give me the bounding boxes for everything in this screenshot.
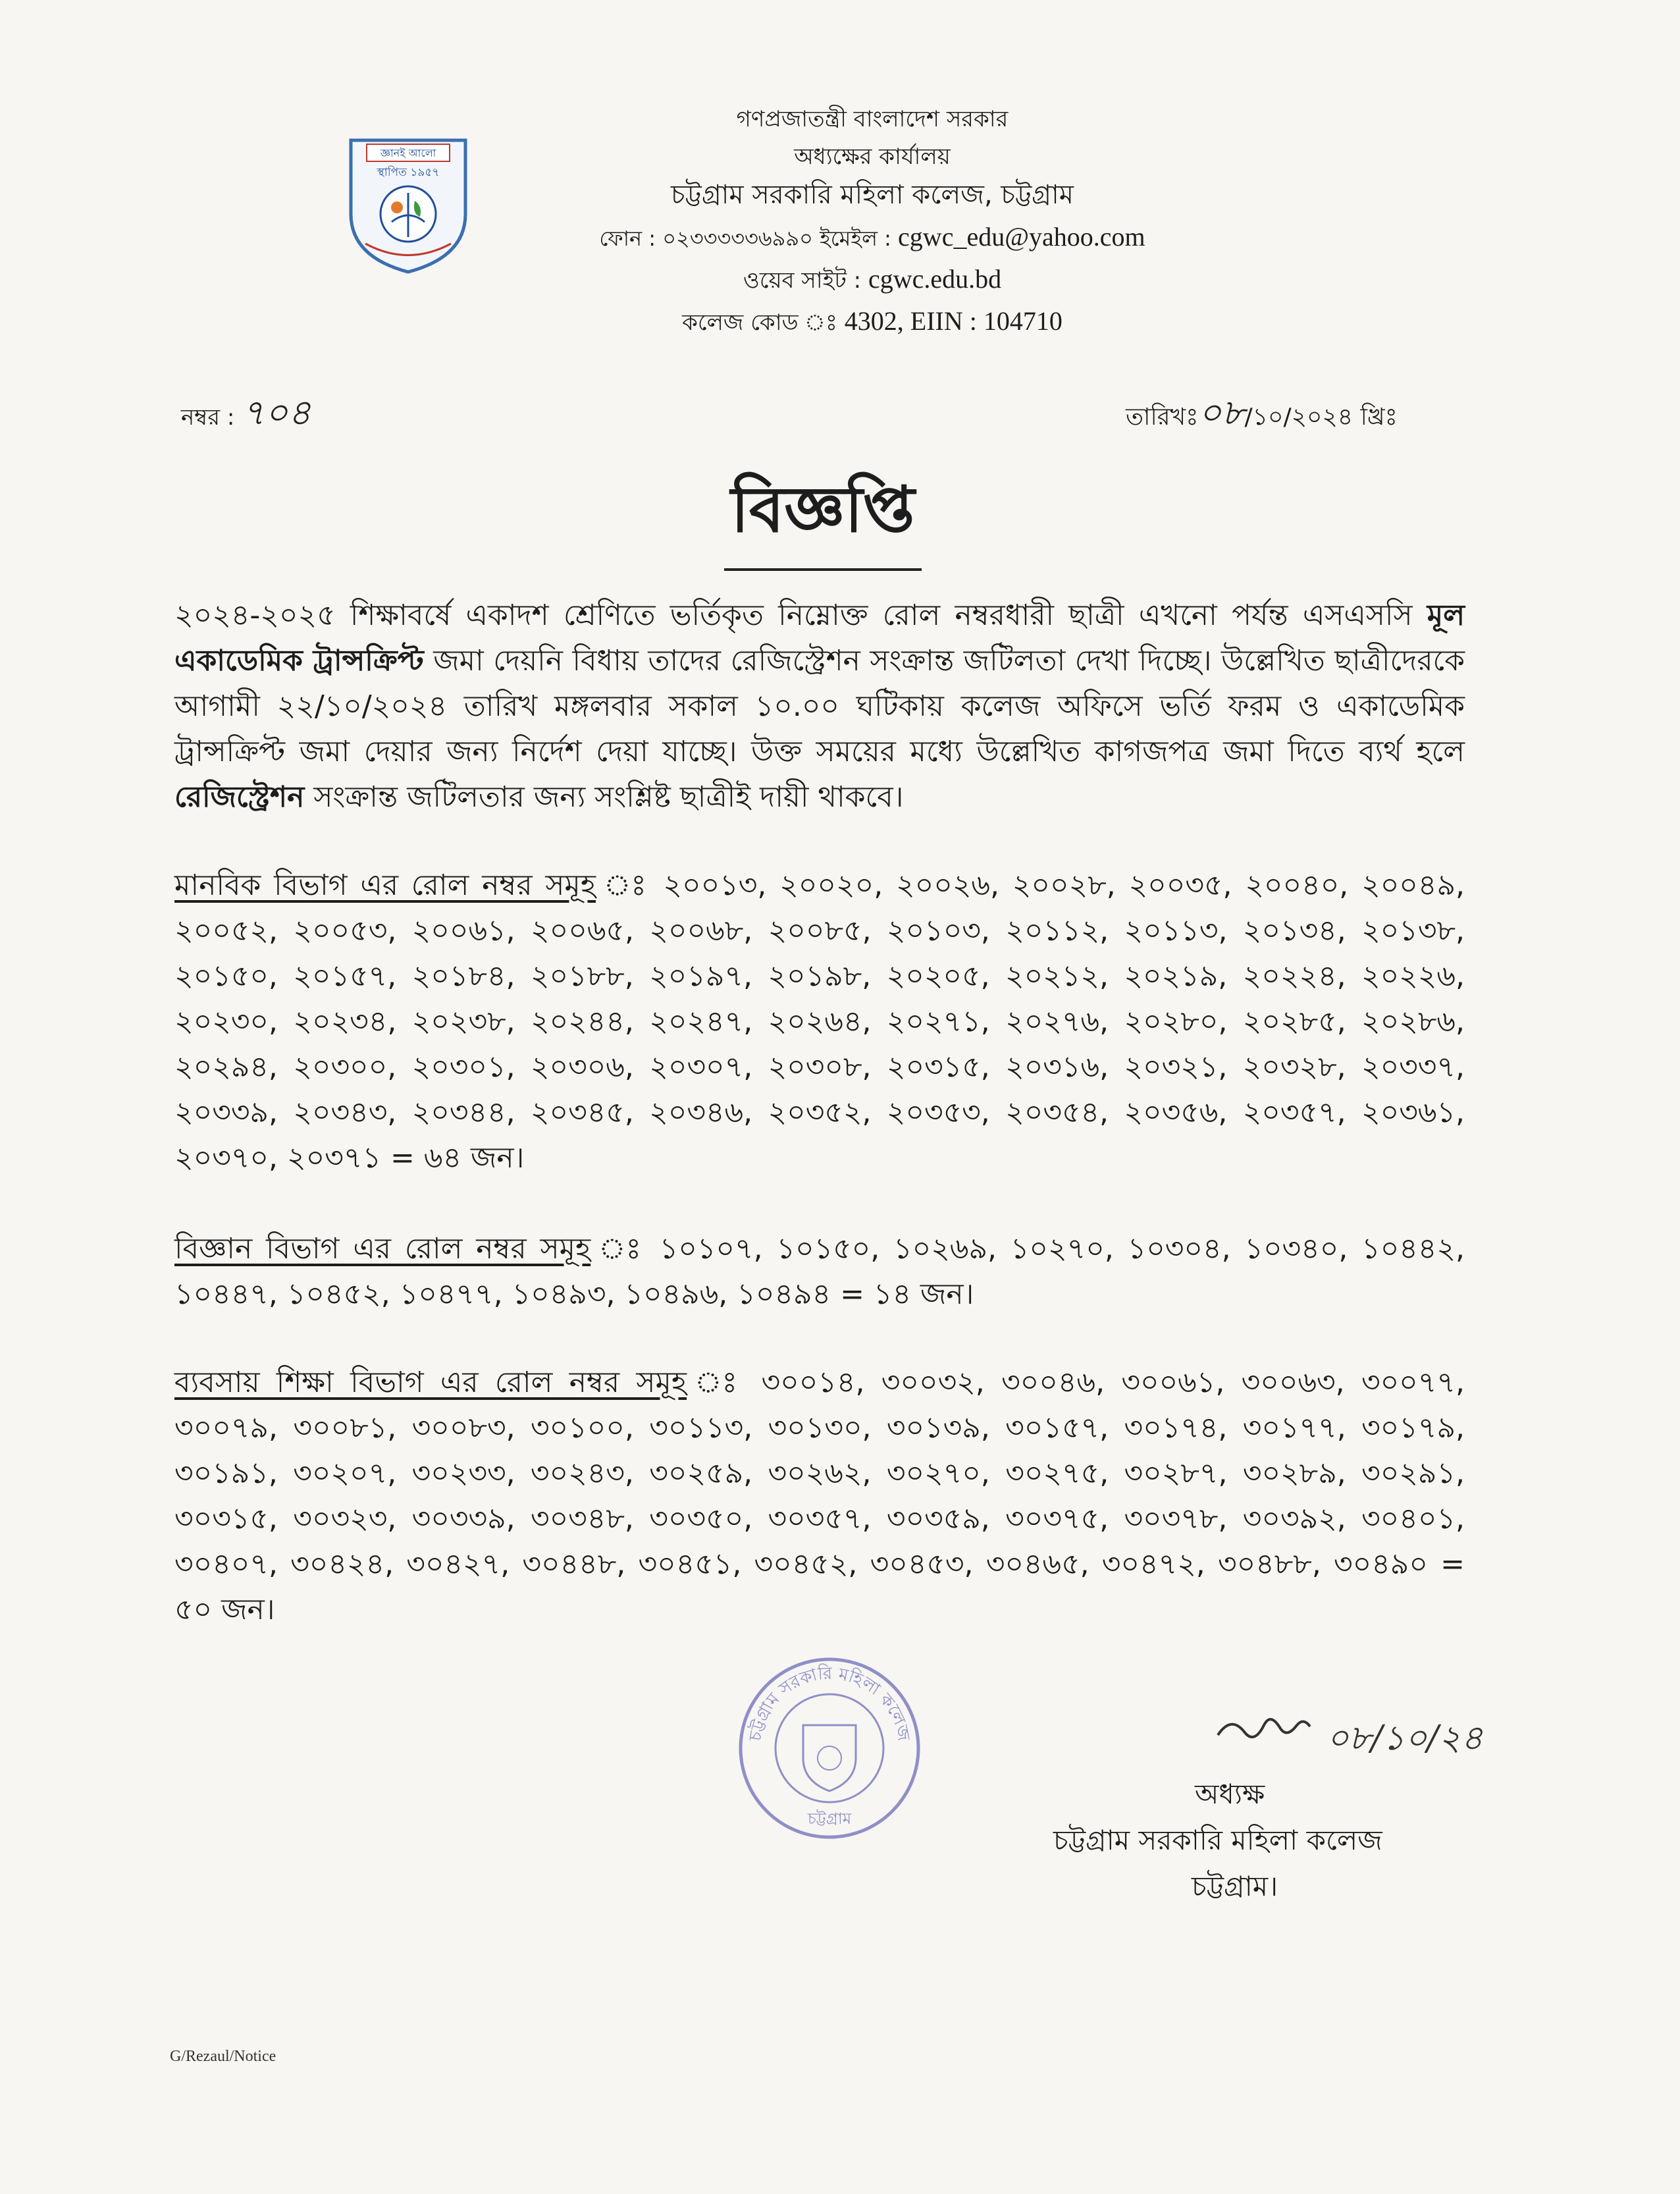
memo-date-rest: /১০/২০২৪ খ্রিঃ (1244, 404, 1398, 431)
memo-number-label: নম্বর : (181, 404, 235, 431)
file-reference: G/Rezaul/Notice (170, 2048, 276, 2065)
website-line (500, 263, 1244, 296)
body-text-2: জমা দেয়নি বিধায় তাদের রেজিস্ট্রেশন সংক্রান্ত জটিলতা দেখা দিচ্ছে। উল্লেখিত ছাত্রীদেরকে আগামী ২২/১০/২০২৪ তারিখ মঙ্গলবার সকাল ১০.০০ ঘটিকায় কলেজ অফিসে ভর্তি ফরম ও একাডেমিক ট্রান্সক্রিপ্ট জমা দেয়ার জন্য নির্দেশ দেয়া যাচ্ছে। উক্ত সময়ের মধ্যে উল্লেখিত কাগজপত্র জমা দিতে ব্যর্থ হলে (174, 644, 1465, 768)
business-heading: ব্যবসায় শিক্ষা বিভাগ এর রোল নম্বর সমূহ (174, 1366, 687, 1399)
contact-line (500, 221, 1244, 254)
government-name: গণপ্রজাতন্ত্রী বাংলাদেশ সরকার (736, 106, 1009, 132)
code-label: কলেজ কোড ঃ (682, 309, 837, 336)
memo-date-day: ০৮ (1198, 392, 1245, 433)
memo-row (0, 379, 1680, 431)
letterhead (500, 105, 1244, 338)
body-bold-registration: রেজিস্ট্রেশন (174, 780, 305, 814)
notice-title: বিজ্ঞপ্তি (724, 461, 922, 571)
college-name: চট্টগ্রাম সরকারি মহিলা কলেজ, চট্টগ্রাম (671, 180, 1074, 210)
science-section: বিজ্ঞান বিভাগ এর রোল নম্বর সমূহ ঃ ১০১০৭, ১০১৫০, ১০২৬৯, ১০২৭০, ১০৩০৪, ১০৩৪০, ১০৪৪২, ১০৪৪৭, ১০৪৫২, ১০৪৭৭, ১০৪৯৩, ১০৪৯৬, ১০৪৯৪ = ১৪ জন। (174, 1232, 1465, 1311)
logo-established-text: স্থাপিত ১৯৫৭ (377, 166, 440, 179)
science-rolls: ১০১০৭, ১০১৫০, ১০২৬৯, ১০২৭০, ১০৩০৪, ১০৩৪০, ১০৪৪২, ১০৪৪৭, ১০৪৫২, ১০৪৭৭, ১০৪৯৩, ১০৪৯৬, ১০৪৯৪ = ১৪ জন। (174, 1232, 1465, 1311)
body-text-1: ২০২৪-২০২৫ শিক্ষাবর্ষে একাদশ শ্রেণিতে ভর্তিকৃত নিম্নোক্ত রোল নম্বরধারী ছাত্রী এখনো পর্যন্ত এসএসসি (174, 599, 1413, 632)
official-seal (734, 1653, 925, 1844)
signatory-city: চট্টগ্রাম। (1192, 1870, 1278, 1902)
seal-bottom-text: চট্টগ্রাম (807, 1809, 852, 1828)
humanities-rolls: ২০০১৩, ২০০২০, ২০০২৬, ২০০২৮, ২০০৩৫, ২০০৪০, ২০০৪৯, ২০০৫২, ২০০৫৩, ২০০৬১, ২০০৬৫, ২০০৬৮, ২০০৮৫, ২০১০৩, ২০১১২, ২০১১৩, ২০১৩৪, ২০১৩৮, ২০১৫০, ২০১৫৭, ২০১৮৪, ২০১৮৮, ২০১৯৭, ২০১৯৮, ২০২০৫, ২০২১২, ২০২১৯, ২০২২৪, ২০২২৬, ২০২৩০, ২০২৩৪, ২০২৩৮, ২০২৪৪, ২০২৪৭, ২০২৬৪, ২০২৭১, ২০২৭৬, ২০২৮০, ২০২৮৫, ২০২৮৬, ২০২৯৪, ২০৩০০, ২০৩০১, ২০৩০৬, ২০৩০৭, ২০৩০৮, ২০৩১৫, ২০৩১৬, ২০৩২১, ২০৩২৮, ২০৩৩৭, ২০৩৩৯, ২০৩৪৩, ২০৩৪৪, ২০৩৪৫, ২০৩৪৬, ২০৩৫২, ২০৩৫৩, ২০৩৫৪, ২০৩৫৬, ২০৩৫৭, ২০৩৬১, ২০৩৭০, ২০৩৭১ = ৬৪ জন। (174, 869, 1465, 1175)
memo-date-label: তারিখঃ (1126, 404, 1199, 431)
science-heading: বিজ্ঞান বিভাগ এর রোল নম্বর সমূহ (174, 1232, 591, 1266)
memo-date (1126, 385, 1398, 444)
business-rolls: ৩০০১৪, ৩০০৩২, ৩০০৪৬, ৩০০৬১, ৩০০৬৩, ৩০০৭৭, ৩০০৭৯, ৩০০৮১, ৩০০৮৩, ৩০১০০, ৩০১১৩, ৩০১৩০, ৩০১৩৯, ৩০১৫৭, ৩০১৭৪, ৩০১৭৭, ৩০১৭৯, ৩০১৯১, ৩০২০৭, ৩০২৩৩, ৩০২৪৩, ৩০২৫৯, ৩০২৬২, ৩০২৭০, ৩০২৭৫, ৩০২৮৭, ৩০২৮৯, ৩০২৯১, ৩০৩১৫, ৩০৩২৩, ৩০৩৩৯, ৩০৩৪৮, ৩০৩৫০, ৩০৩৫৭, ৩০৩৫৯, ৩০৩৭৫, ৩০৩৭৮, ৩০৩৯২, ৩০৪০১, ৩০৪০৭, ৩০৪২৪, ৩০৪২৭, ৩০৪৪৮, ৩০৪৫১, ৩০৪৫২, ৩০৪৫৩, ৩০৪৬৫, ৩০৪৭২, ৩০৪৮৮, ৩০৪৯০ = ৫০ জন। (174, 1366, 1465, 1626)
website-label: ওয়েব সাইট : (743, 267, 862, 294)
memo-number-value: ৭০৪ (242, 392, 311, 433)
signature-block (1053, 1771, 1448, 1910)
college-code: 4302, EIIN : 104710 (844, 306, 1063, 336)
business-section: ব্যবসায় শিক্ষা বিভাগ এর রোল নম্বর সমূহ ঃ ৩০০১৪, ৩০০৩২, ৩০০৪৬, ৩০০৬১, ৩০০৬৩, ৩০০৭৭, ৩০০৭৯, ৩০০৮১, ৩০০৮৩, ৩০১০০, ৩০১১৩, ৩০১৩০, ৩০১৩৯, ৩০১৫৭, ৩০১৭৪, ৩০১৭৭, ৩০১৭৯, ৩০১৯১, ৩০২০৭, ৩০২৩৩, ৩০২৪৩, ৩০২৫৯, ৩০২৬২, ৩০২৭০, ৩০২৭৫, ৩০২৮৭, ৩০২৮৯, ৩০২৯১, ৩০৩১৫, ৩০৩২৩, ৩০৩৩৯, ৩০৩৪৮, ৩০৩৫০, ৩০৩৫৭, ৩০৩৫৯, ৩০৩৭৫, ৩০৩৭৮, ৩০৩৯২, ৩০৪০১, ৩০৪০৭, ৩০৪২৪, ৩০৪২৭, ৩০৪৪৮, ৩০৪৫১, ৩০৪৫২, ৩০৪৫৩, ৩০৪৬৫, ৩০৪৭২, ৩০৪৮৮, ৩০৪৯০ = ৫০ জন। (174, 1366, 1465, 1626)
humanities-heading: মানবিক বিভাগ এর রোল নম্বর সমূহ (174, 869, 596, 902)
notice-body (174, 593, 1465, 820)
body-bold-transcript: মূল একাডেমিক ট্রান্সক্রিপ্ট (174, 599, 1465, 678)
code-line (500, 305, 1244, 338)
body-text-3: সংক্রান্ত জটিলতার জন্য সংশ্লিষ্ট ছাত্রীই দায়ী থাকবে। (304, 780, 904, 814)
seal-ring-text: চট্টগ্রাম সরকারি মহিলা কলেজ (745, 1663, 914, 1743)
website-url: cgwc.edu.bd (868, 264, 1002, 294)
office-name: অধ্যক্ষের কার্যালয় (794, 143, 951, 170)
humanities-section: মানবিক বিভাগ এর রোল নম্বর সমূহ ঃ ২০০১৩, ২০০২০, ২০০২৬, ২০০২৮, ২০০৩৫, ২০০৪০, ২০০৪৯, ২০০৫২, ২০০৫৩, ২০০৬১, ২০০৬৫, ২০০৬৮, ২০০৮৫, ২০১০৩, ২০১১২, ২০১১৩, ২০১৩৪, ২০১৩৮, ২০১৫০, ২০১৫৭, ২০১৮৪, ২০১৮৮, ২০১৯৭, ২০১৯৮, ২০২০৫, ২০২১২, ২০২১৯, ২০২২৪, ২০২২৬, ২০২৩০, ২০২৩৪, ২০২৩৮, ২০২৪৪, ২০২৪৭, ২০২৬৪, ২০২৭১, ২০২৭৬, ২০২৮০, ২০২৮৫, ২০২৮৬, ২০২৯৪, ২০৩০০, ২০৩০১, ২০৩০৬, ২০৩০৭, ২০৩০৮, ২০৩১৫, ২০৩১৬, ২০৩২১, ২০৩২৮, ২০৩৩৭, ২০৩৩৯, ২০৩৪৩, ২০৩৪৪, ২০৩৪৫, ২০৩৪৬, ২০৩৫২, ২০৩৫৩, ২০৩৫৪, ২০৩৫৬, ২০৩৫৭, ২০৩৬১, ২০৩৭০, ২০৩৭১ = ৬৪ জন। (174, 869, 1465, 1175)
college-logo (346, 135, 471, 277)
signatory-college: চট্টগ্রাম সরকারি মহিলা কলেজ (1053, 1824, 1382, 1856)
signatory-designation: অধ্যক্ষ (1195, 1778, 1265, 1810)
logo-top-text: জ্ঞানই আলো (380, 147, 436, 159)
principal-signature (1211, 1709, 1527, 1768)
email-address: cgwc_edu@yahoo.com (898, 222, 1145, 252)
phone-label: ফোন : ০২৩৩৩৩৩৬৯৯০ ইমেইল : (599, 226, 891, 251)
memo-number (181, 385, 311, 444)
signature-date: ০৮/১০/২৪ (1326, 1719, 1483, 1758)
